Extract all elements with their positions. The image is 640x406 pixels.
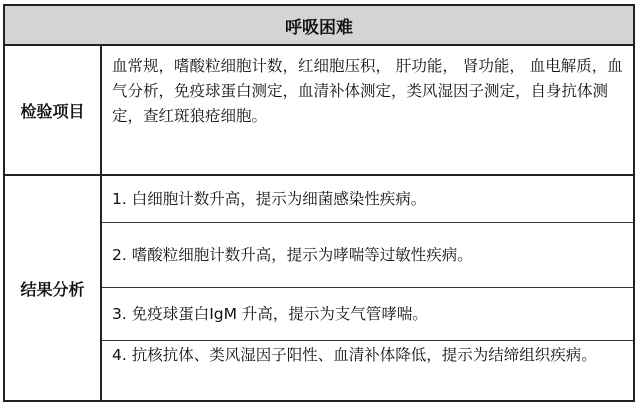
analysis-item-1: 1. 白细胞计数升高，提示为细菌感染性疾病。 bbox=[112, 189, 427, 208]
analysis-item-2: 2. 嗜酸粒细胞计数升高，提示为哮喘等过敏性疾病。 bbox=[112, 245, 473, 264]
results-table bbox=[3, 4, 635, 402]
tests-header: 检验项目 bbox=[5, 46, 102, 174]
analysis-header: 结果分析 bbox=[5, 176, 102, 400]
analysis-item-4: 4. 抗核抗体、类风湿因子阳性、血清补体降低，提示为结缔组织疾病。 bbox=[112, 346, 597, 364]
analysis-item-3: 3. 免疫球蛋白IgM 升高，提示为支气管哮喘。 bbox=[112, 304, 428, 323]
table-title: 呼吸困难 bbox=[5, 6, 633, 46]
tests-content: 血常规，嗜酸粒细胞计数，红细胞压积， 肝功能， 肾功能， 血电解质，血气分析，免疫球蛋白测定，血清补体测定，类风湿因子测定，自身抗体测定，查红斑狼疮细胞。 bbox=[112, 57, 623, 125]
row-divider bbox=[102, 340, 633, 341]
